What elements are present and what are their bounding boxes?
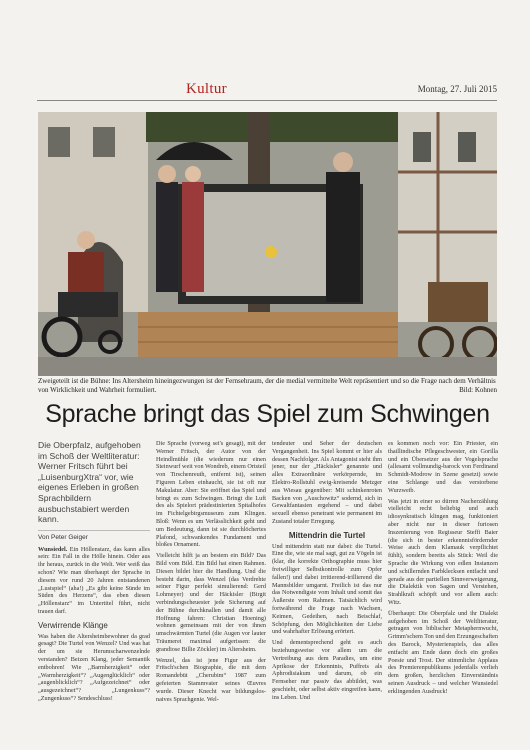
paragraph: Überhaupt: Die Oberpfalz und ihr Dialekt aufgehoben im Schoß der Weltliteratur, getragen von biblischer Metaphernwucht, Grimm'schem Ton und den Erzungeschaften des Barock, Mysterienspiels, das alles entfacht am Ende dann doch ein großes Poesie und Trost. Der stimmliche Applaus des Premierenpublikums jedenfalls verlieh dem großen, herzlichen Einverständnis seinen Ausdruck – und welcher Wunsiedel erklingenden Ausdruck! <box>388 609 498 695</box>
column-2 <box>156 440 266 740</box>
subheading: Mittendrin die Turtel <box>288 530 366 540</box>
subheading: Verwirrende Klänge <box>38 620 108 630</box>
stage-photo <box>38 112 497 376</box>
paragraph: Und mittendrin statt nur dabei: die Turtel. Eine die, wie sie mal sagt, gut zu Vögeln ist (klar, die korrekte Orthographie muss hier freiwilliger Selbstkontrolle zum Opfer fallen!) und dabei irritierend-trillierend die Mannsbilder umgarnt. Freilich ist das nur das Notwendigste vom Inhalt und somit das Äußerste vom Rahmen. Tatsächlich wird fortwährend die Frage nach Wachsen, Keimen, Gedeihen, nach Beischlaf, Schöpfung, den Möglichkeiten der Liebe und wahrhafter Erlösung erörtert. <box>272 542 382 636</box>
photo-caption <box>38 377 497 394</box>
photo-credit: Bild: Kohnen <box>459 385 497 394</box>
header-rule <box>37 100 497 101</box>
column-3 <box>272 440 382 740</box>
paragraph: es kommen noch vor: Ein Priester, ein thaillindische Pflegeschwester, ein Gorilla und ein Übersetzer aus der Vogelsprache (allesamt vollmundig-barock von Ferdinand Schmidt-Modrow in Szene gesetzt) sowie eine Schlange und das verstorbene Wurzweib. <box>388 440 498 494</box>
paragraph: Was jetzt in einer so dürren Nacherzählung vielleicht recht beliebig und auch idiosynkratisch klingen mag, funktioniert aber nicht nur in dieser furiosen Inszenierung von Regisseur Steffi Baier (die sich in bester erkennnisfördernder Weise auch dem Klamauk verpflichtet fühlt), sondern bereits als Stück: Weil die Sprache die Wirkung von edlen Instanzen und schillernden Farbklecksen entfacht und gerade aus der partiellen Sinnverweigerung, die Dialektik von Sagen und Verstehen, Strahlkraft schöpft und vor allem auch: Witz. <box>388 497 498 606</box>
paragraph-text: Ein Höllenstarz, das kann alles sein: Ein Fall in die Hölle hinein. Oder aus ihr heraus, zurück in die Welt. Wer weiß das schon? Wie man überhaupt der Sprache in diesem vor rund 20 Jahren entstandenen „Lustspiel“ (aha!) „Es gibt keine Sünde im Süden des Herzens“, das eben diesen „Höllenstarz“ im Untertitel führt, nicht trauen darf. <box>38 545 150 615</box>
section-label: Kultur <box>186 81 227 97</box>
headline: Sprache bringt das Spiel zum Schwingen <box>45 400 490 428</box>
column-4 <box>388 440 498 740</box>
paragraph: Die Sprache (vorweg sei's gesagt), mit der Werner Fritsch, der Autor von der Heindlmühle (die wiederum nur einen Steinwurf weit von Wondreb, einem Ortsteil von Tirschenreuth, entfernt ist), seinen Figuren Leben einhaucht, sie ist oft nur Makulatur. Aber: Sie eröffnet das Spiel und bringt es zum Schwingen. Bringt die Luft des als Spielort prädestinierten Spitalhofes im Fichtelgebirgsmuseum zum Klingen. Bloß: Wenn es um Verlässlichkeit geht und um Bedeutung, dann ist sie durchlöchertes Plafond, schwankendes Fundament und bloßes Ornament. <box>156 440 266 549</box>
paragraph: Vielleicht hilft ja an bestem ein Bild? Das Bild vom Bild. Ein Bild hat einen Rahmen. Diesen bildet hier die Handlung. Und die besteht darin, dass Wenzel (das Verdrehte seiner Figur perfekt simulierend: Gerd Lohmeyer) und der Häckisler (Birgit verbindungscheuester jede Sicherung auf der Bühne durchknallen und damit alle Hoffnung fahren: Christian Hoening) wohnen gemeinsam mit der von ihnen umschwärmten Turtel (die Augen vor lauter Träumerei maximal aufgerissen: die grandiose Billie Zöckler) im Altersheim. <box>156 552 266 653</box>
paragraph: Was haben die Altersheimbewohner da grad gesagt? Die Turtel von Wenzel? Und was hat der um sie Herumscharwenzelnde verstanden? Beizen Klang, jeder Semantik entbohren! Wie ,,Barmherzigkeit“ oder „Warmherzigkeit“? „Augenglücklich“ oder „augenblicklich“? „Aufgezeichnet“ oder „ausgezeichnet“? „Lungenkuss“? „Zungenkuss“? Sendeschluss! <box>38 632 150 702</box>
paragraph: tendeuter und Seher der deutschen Vergangenheit. Ins Spiel kommt er hier als dessen Nachfolger. Als Antagonist steht ihm jener, nur der „Häckisler“ genannte und alles Extraordinäre verkörpernde, im Elektro-Rollstuhl ewig-kreisende Metzger aus Wiesau gegenüber: Mit schinkenroten Backen von „Auschowitz“ sodernd, sich in Gewaltfantasien ergehend – und dabei sexuell ebenso penetrant wie permanent im Zustand totaler Erregung. <box>272 440 382 525</box>
issue-date: Montag, 27. Juli 2015 <box>417 84 497 94</box>
author-byline: Von Peter Geiger <box>38 530 150 542</box>
paragraph <box>38 546 150 616</box>
caption-text: Zweigeteilt ist die Bühne: Ins Altersheim hineingezwungen ist der Fernsehraum, der die medial vermittelte Welt repräsentiert und so die Frage nach dem Verhältnis von Wirklichkeit und Wahrheit formuliert. <box>38 377 496 394</box>
teaser: Die Oberpfalz, aufgehoben im Schoß der Weltliteratur: Werner Fritsch führt bei „LuisenburgXtra“ vor, wie eigenes Erleben in großen Sprachbildern ausbuchstabiert werden kann. <box>38 440 141 525</box>
column-1 <box>38 440 150 740</box>
dateline: Wunsiedel. <box>38 545 68 553</box>
stage-photo-illustration <box>38 112 497 376</box>
paragraph: Und dementsprechend geht es auch beziehungsweise vor allem um die Vertreibung aus dem Paradies, um eine Aprikose der Erkenntnis, Puffreis als Aphrodisiakum und darum, ob ein Fernseher nur passiv das abbildet, was geschieht, oder selbst aktiv eingreifen kann, ins Leben. Und <box>272 639 382 701</box>
paragraph: Wenzel, das ist jene Figur aus der Fritsch'schen Biographie, die mit dem Romandebüt „Cherubim“ 1987 zum gefeierten Stammvater seines Œuvres wurde. Dieser Knecht war bildungslos-naives Sprachgenie. Wel- <box>156 656 266 703</box>
